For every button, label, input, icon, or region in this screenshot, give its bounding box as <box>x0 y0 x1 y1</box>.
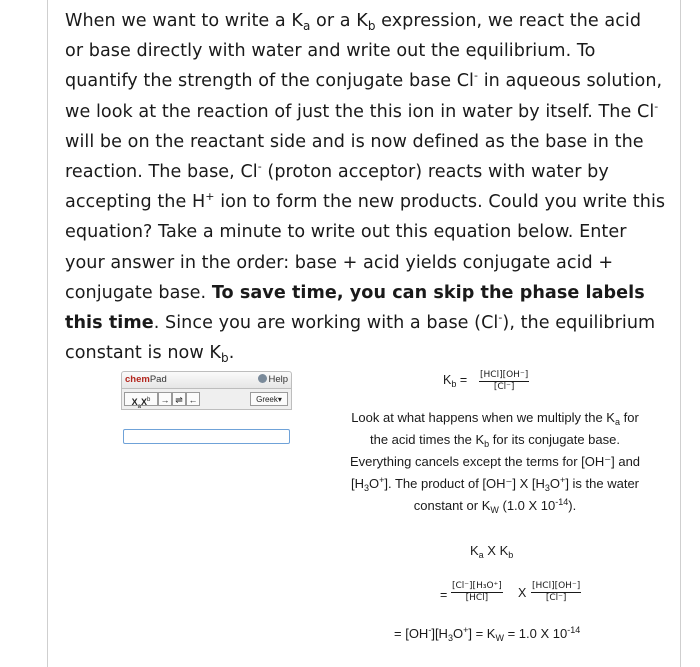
line: reaction. The base, Cl- (proton acceptor) reacts with water by <box>65 160 609 183</box>
equals-sign: = <box>440 588 448 602</box>
kb-denominator-2: [Cl⁻] <box>545 593 567 603</box>
kb-numerator-2: [HCl][OH⁻] <box>532 581 581 591</box>
kb-fraction-2 <box>531 581 581 604</box>
line: constant or $K_W$ (1.0 X $10^{-14}$). <box>413 497 577 515</box>
ka-numerator: [Cl⁻][H₃O⁺] <box>452 581 502 591</box>
line: accepting the H+ ion to form the new products. Could you write this <box>65 190 666 213</box>
line: your answer in the order: base + acid yields conjugate acid + <box>65 252 614 273</box>
help-icon <box>258 374 267 383</box>
help-button[interactable]: Help <box>258 374 288 385</box>
line: $[H_3O^+]$. The product of [OH⁻] X $[H_3O^+]$ is the water <box>350 475 640 493</box>
line: will be on the reactant side and is now defined as the base in the <box>65 131 644 152</box>
line: When we want to write a $K_a$ or a $K_b$ expression, we react the acid <box>65 11 642 33</box>
line: the acid times the $K_b$ for its conjugate base. <box>370 432 620 449</box>
ka-times-kb: $K_a$ X $K_b$ <box>470 543 514 560</box>
chevron-down-icon: ▾ <box>277 395 282 404</box>
back-arrow-button[interactable]: ← <box>186 392 200 406</box>
chempad-header <box>121 371 292 389</box>
instructions-paragraph <box>65 6 677 368</box>
line: or base directly with water and write out the equilibrium. To <box>65 41 596 62</box>
result-equation: = $[OH^-][H_3O^+] = K_W = 1.0$ X $10^{-14}$ <box>394 625 581 643</box>
equation-input[interactable] <box>123 429 290 444</box>
kb-numerator: [HCl][OH⁻] <box>480 370 529 380</box>
times-sign: X <box>518 586 527 600</box>
line: equation? Take a minute to write out this equation below. Enter <box>65 222 627 243</box>
equilibrium-button[interactable]: ⇌ <box>172 392 186 406</box>
kb-label: $K_b$ = <box>443 373 468 389</box>
ka-fraction <box>451 581 503 604</box>
line: Everything cancels except the terms for [OH⁻] and <box>349 454 641 469</box>
line: this time. Since you are working with a base (Cl-), the equilibrium <box>65 311 656 334</box>
ka-denominator: [HCl] <box>465 593 489 603</box>
line: quantify the strength of the conjugate base Cl- in aqueous solution, <box>65 69 663 92</box>
chempad-toolbar <box>121 389 292 410</box>
line: conjugate base. To save time, you can skip the phase labels <box>65 282 645 303</box>
kb-denominator: [Cl⁻] <box>493 382 515 392</box>
line: constant is now $K_b$. <box>65 343 235 366</box>
chempad-widget <box>121 371 292 449</box>
line: Look at what happens when we multiply the $K_a$ for <box>351 410 639 427</box>
greek-dropdown[interactable]: Greek▾ <box>250 392 288 406</box>
chempad-title: chemPad <box>125 374 167 385</box>
line: we look at the reaction of just the this ion in water by itself. The Cl- <box>65 99 659 122</box>
sub-sup-button[interactable]: $X_aX^b$ <box>124 392 158 406</box>
kb-fraction <box>479 370 529 393</box>
explanation-text <box>318 407 672 517</box>
arrow-button[interactable]: → <box>158 392 172 406</box>
